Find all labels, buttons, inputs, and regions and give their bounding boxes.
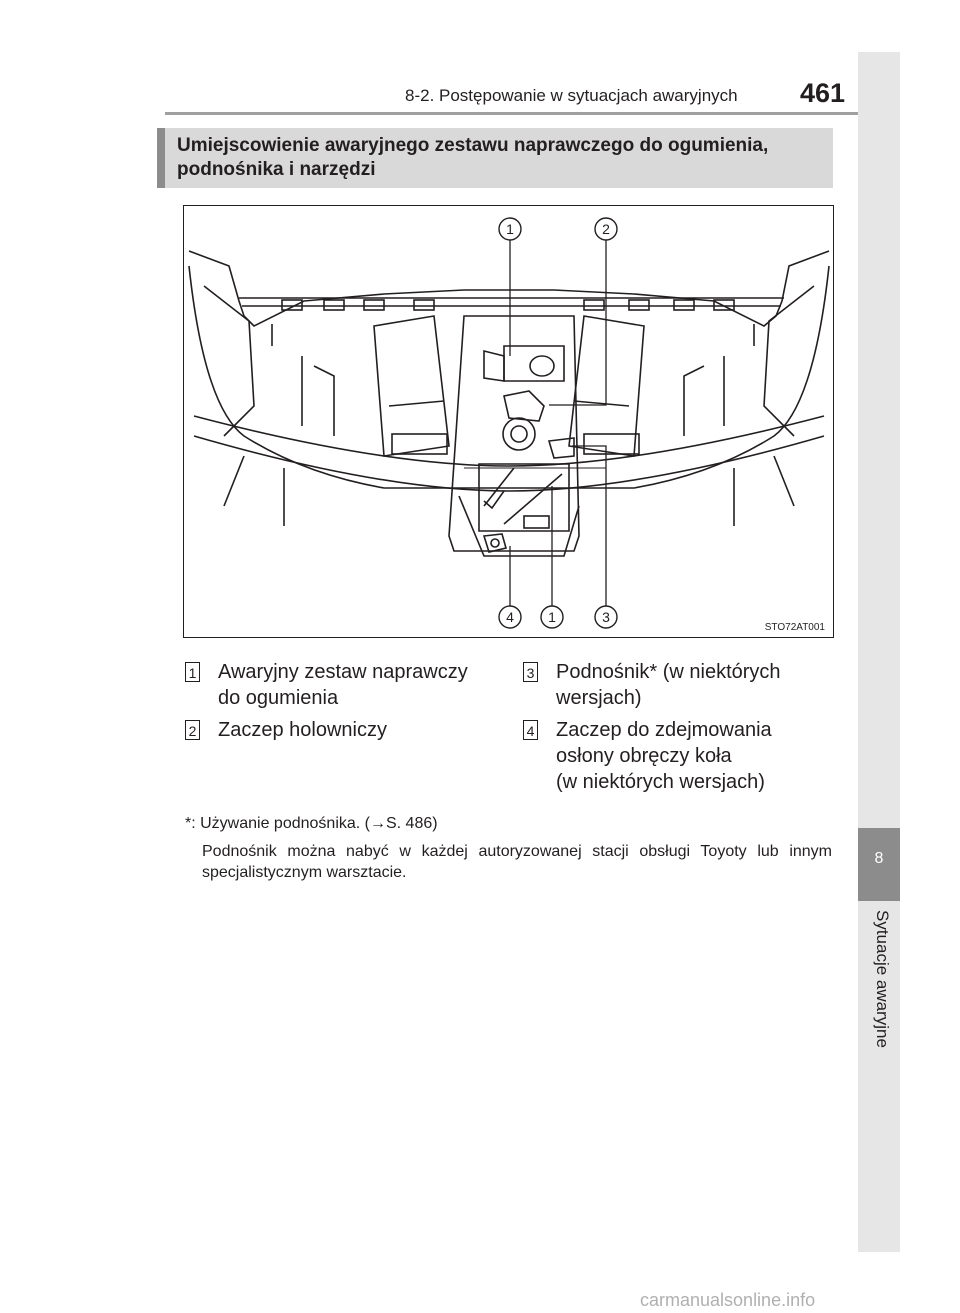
legend-text-line: Zaczep do zdejmowania bbox=[556, 719, 772, 741]
legend-text-line: (w niektórych wersjach) bbox=[556, 771, 765, 793]
trunk-line-drawing bbox=[184, 206, 833, 637]
chapter-title-vertical: Sytuacje awaryjne bbox=[873, 910, 892, 1048]
footnote-reference[interactable]: *: Używanie podnośnika. (→S. 486) bbox=[185, 815, 438, 832]
legend-number: 1 bbox=[185, 662, 200, 682]
legend-number: 4 bbox=[523, 720, 538, 740]
legend-number: 3 bbox=[523, 662, 538, 682]
callout-label-4-bottom: 4 bbox=[506, 609, 514, 625]
callout-label-1-top: 1 bbox=[506, 221, 514, 237]
legend-text-line: Awaryjny zestaw naprawczy bbox=[218, 661, 468, 683]
legend-text-line: Podnośnik* (w niektórych bbox=[556, 661, 781, 683]
chapter-side-tab bbox=[858, 52, 900, 1252]
trunk-illustration bbox=[183, 205, 834, 638]
banner-title-line2: podnośnika i narzędzi bbox=[177, 159, 376, 180]
banner-title-line1: Umiejscowienie awaryjnego zestawu naprawczego do ogumienia, bbox=[177, 135, 769, 156]
callout-label-2-top: 2 bbox=[602, 221, 610, 237]
legend-number: 2 bbox=[185, 720, 200, 740]
legend-text-line: Zaczep holowniczy bbox=[218, 719, 387, 741]
figure-code: STO72AT001 bbox=[764, 622, 825, 633]
section-banner bbox=[157, 128, 833, 188]
running-header-section: 8-2. Postępowanie w sytuacjach awaryjnych bbox=[405, 86, 738, 105]
legend-text-line: osłony obręczy koła bbox=[556, 745, 732, 767]
callout-label-1-bottom: 1 bbox=[548, 609, 556, 625]
page-number: 461 bbox=[800, 78, 846, 108]
callout-label-3-bottom: 3 bbox=[602, 609, 610, 625]
footnote-body: Podnośnik można nabyć w każdej autoryzowanej stacji obsługi Toyoty lub innym specjalistycznym warsztacie. bbox=[202, 843, 832, 881]
watermark: carmanualsonline.info bbox=[640, 1290, 816, 1310]
header-rule bbox=[165, 112, 900, 115]
legend-text-line: do ogumienia bbox=[218, 687, 339, 709]
legend-text-line: wersjach) bbox=[556, 687, 642, 709]
chapter-number-tab[interactable]: 8 bbox=[858, 828, 900, 901]
